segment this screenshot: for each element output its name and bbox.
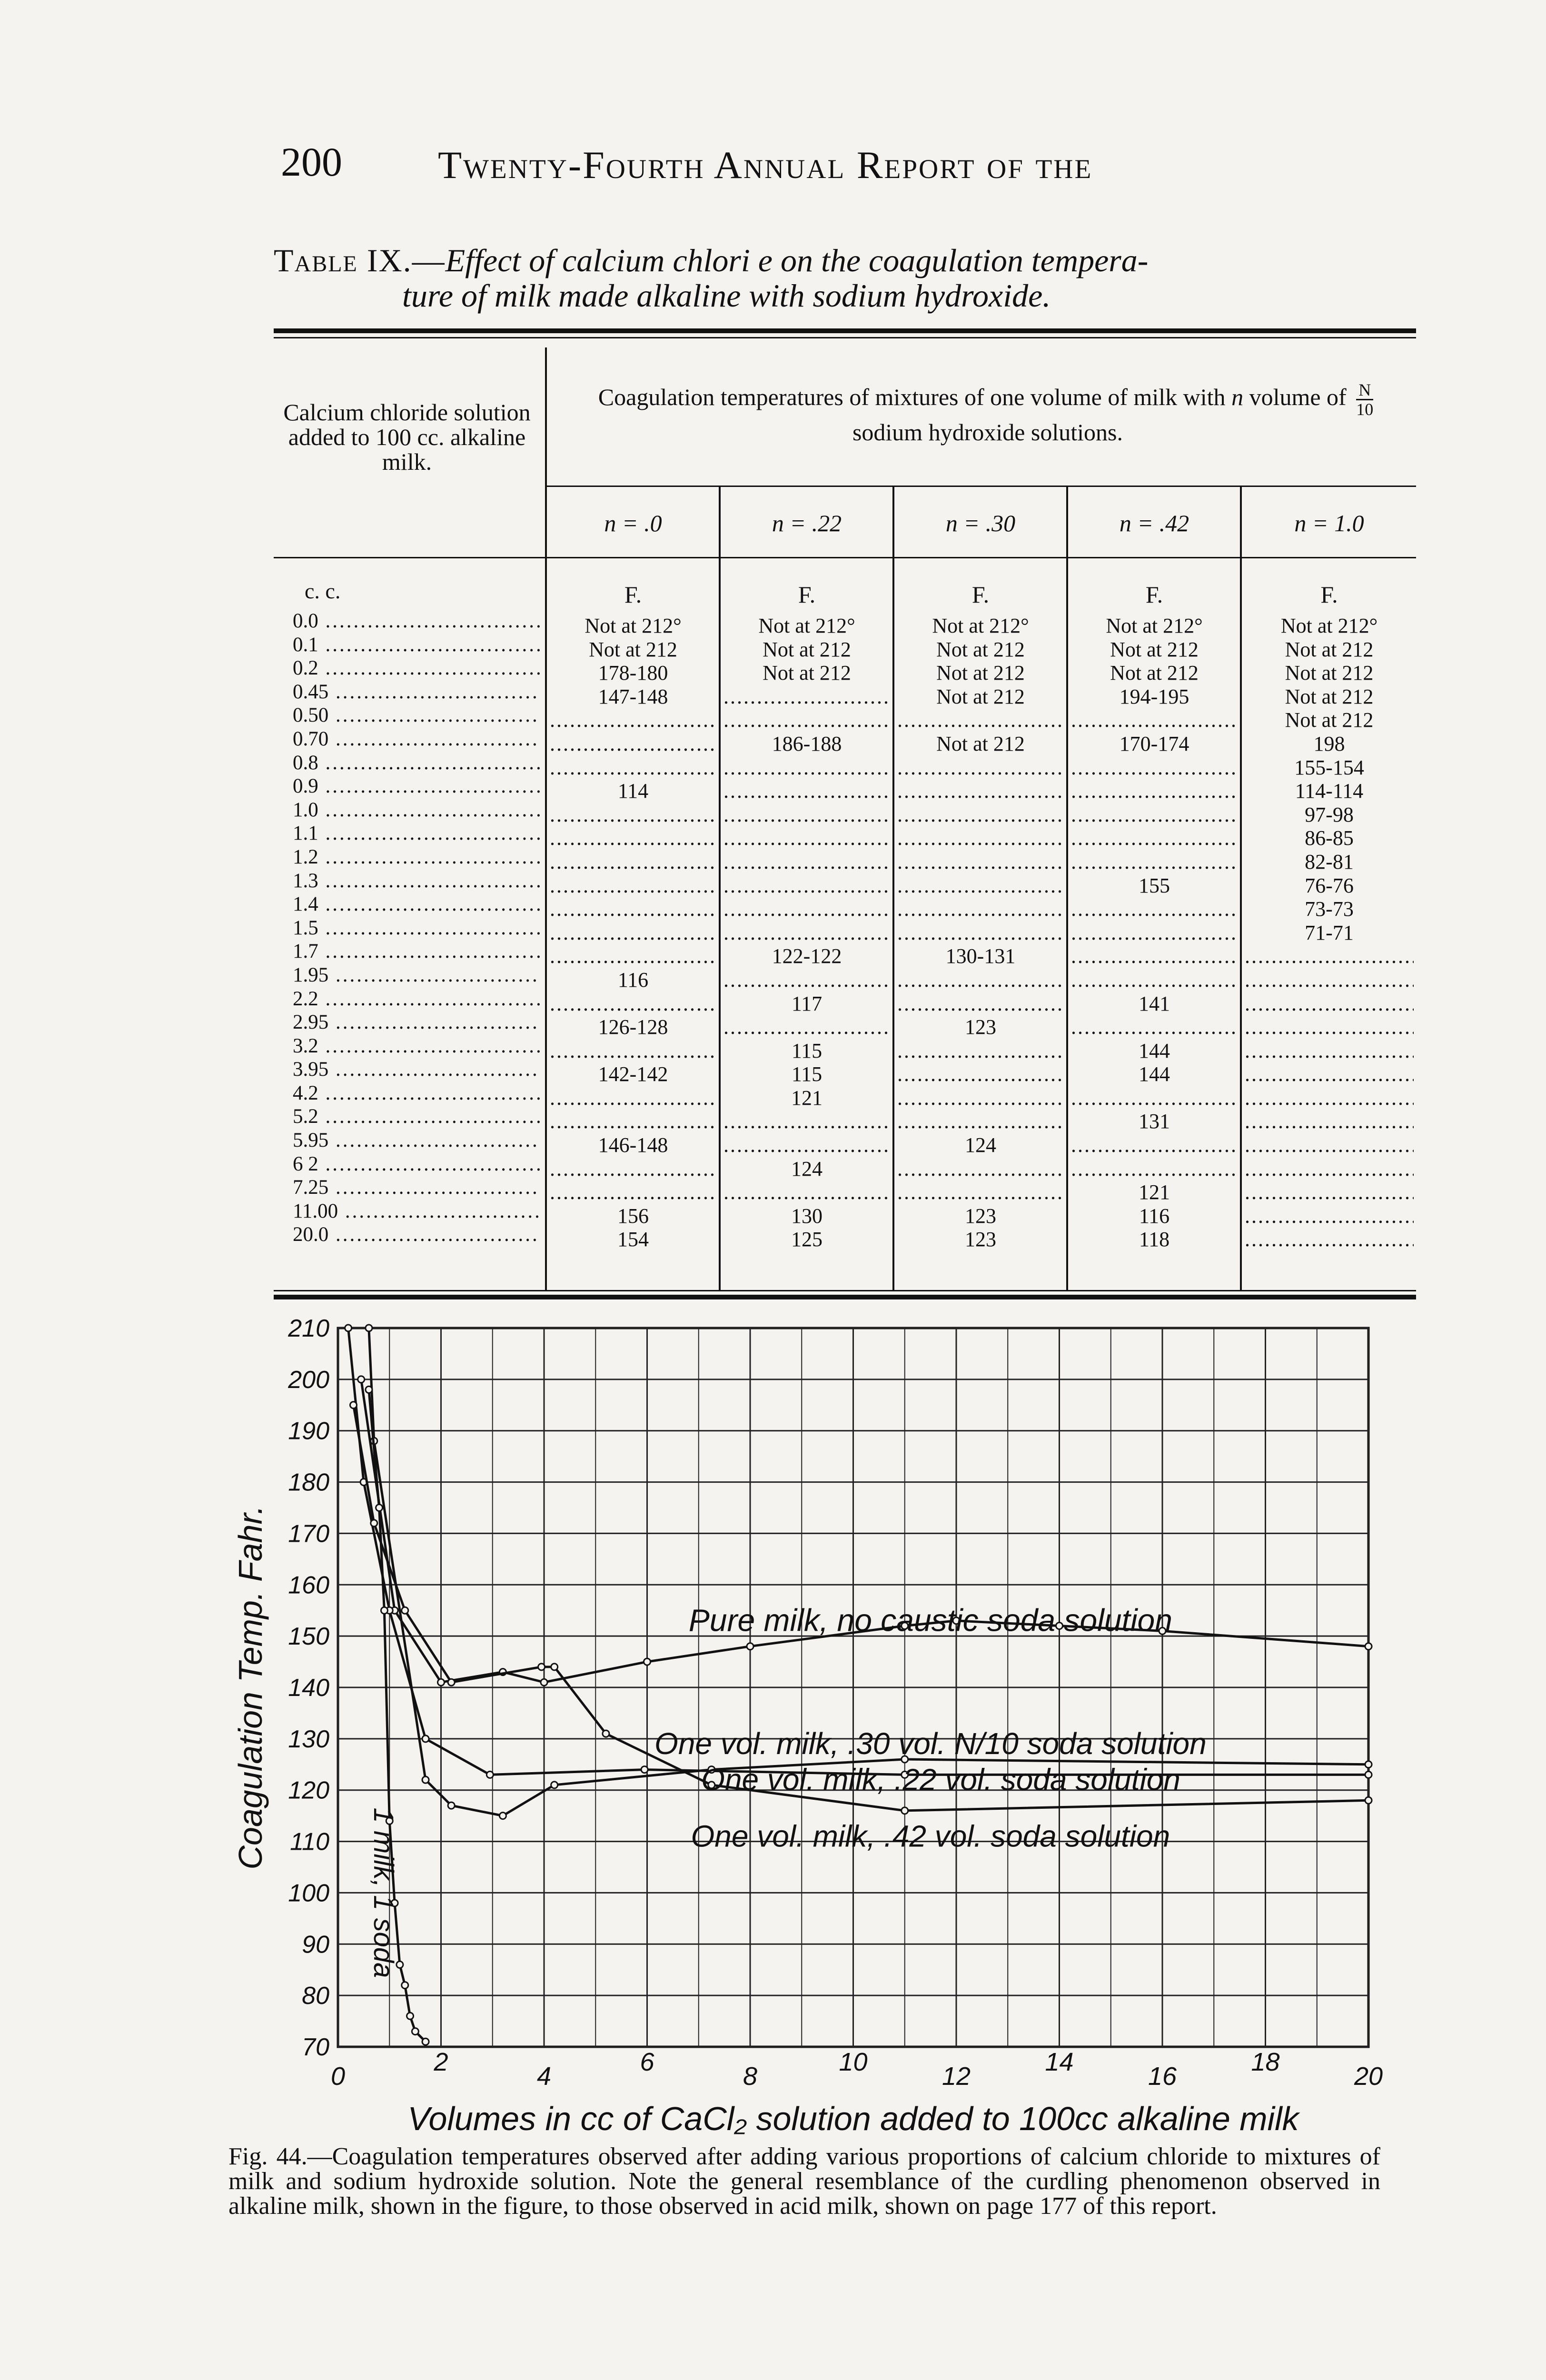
table-cell-empty <box>1071 921 1238 945</box>
table-cell: 125 <box>791 1228 823 1251</box>
table-cell: Not at 212 <box>936 684 1025 708</box>
table-cell: 123 <box>965 1015 996 1039</box>
table-cell-empty <box>723 921 890 945</box>
data-point <box>366 1386 372 1393</box>
table-cell: 116 <box>1139 1204 1170 1228</box>
table-cell: 142-142 <box>598 1062 668 1086</box>
y-tick-label: 200 <box>288 1366 329 1394</box>
normality-fraction <box>1356 381 1373 418</box>
data-point <box>422 2038 429 2045</box>
table-cell-empty <box>1071 944 1238 968</box>
table-cell-empty <box>897 968 1064 992</box>
table-cell-empty <box>723 874 890 898</box>
y-tick-label: 70 <box>302 2033 329 2061</box>
data-point <box>541 1679 547 1686</box>
table-cell-empty <box>723 685 890 709</box>
main-column-header <box>564 381 1411 446</box>
y-tick-label: 160 <box>288 1571 329 1599</box>
data-point <box>551 1782 558 1788</box>
table-cell-empty <box>550 1039 716 1063</box>
table-column <box>1071 614 1238 1251</box>
subheader-rule <box>274 557 1416 558</box>
table-cell: 86-85 <box>1305 826 1354 850</box>
table-cell-empty <box>1245 1062 1414 1086</box>
row-label: 0.2 ..... <box>293 656 540 680</box>
table-cell: Not at 212 <box>1110 661 1199 685</box>
table-cell-empty <box>723 826 890 850</box>
table-cell: 117 <box>791 992 823 1015</box>
y-tick-label: 80 <box>302 1982 329 2010</box>
row-label: 0.70 ..... <box>293 727 540 751</box>
table-cell-empty <box>723 968 890 992</box>
row-label: 1.1 ..... <box>293 822 540 845</box>
table-cell-empty <box>723 1180 890 1204</box>
table-cell: 121 <box>791 1086 823 1110</box>
data-point <box>1365 1761 1372 1768</box>
table-cell: 178-180 <box>598 661 668 685</box>
row-label: 1.2 ..... <box>293 845 540 869</box>
table-cell: 126-128 <box>598 1015 668 1039</box>
y-tick-label: 210 <box>288 1315 329 1342</box>
table-cell: Not at 212 <box>763 637 851 661</box>
table-cell-empty <box>550 1110 716 1133</box>
column-divider <box>545 347 547 1290</box>
table-cell-empty <box>723 850 890 874</box>
row-label: 11.00 ..... <box>293 1200 540 1223</box>
table-cell: Not at 212° <box>758 614 855 637</box>
table-cell-empty <box>1245 1133 1414 1157</box>
x-tick-label: 16 <box>1148 2062 1177 2091</box>
table-cell-empty <box>1071 779 1238 803</box>
data-point <box>412 2028 418 2035</box>
data-point <box>381 1607 387 1614</box>
table-cell: Not at 212 <box>936 661 1025 685</box>
table-cell-empty <box>897 874 1064 898</box>
row-label: 0.0 ..... <box>293 609 540 633</box>
x-tick-label: 2 <box>434 2048 448 2076</box>
data-point <box>376 1505 383 1511</box>
table-cell-empty <box>897 897 1064 921</box>
data-point <box>448 1679 455 1686</box>
data-point <box>1365 1771 1372 1778</box>
row-label: 4.2 ..... <box>293 1081 540 1105</box>
table-cell-empty <box>1245 968 1414 992</box>
row-label: 5.2 ..... <box>293 1105 540 1129</box>
data-table <box>274 328 1416 1304</box>
table-bottom-rule-thick <box>274 1295 1416 1299</box>
table-cell: 115 <box>791 1039 823 1062</box>
data-point <box>371 1520 377 1527</box>
data-point <box>641 1766 648 1773</box>
page-header <box>281 133 1423 205</box>
column-divider <box>1066 486 1068 1290</box>
table-cell-empty <box>897 1180 1064 1204</box>
row-label: 2.2 ..... <box>293 987 540 1011</box>
table-cell-empty <box>897 1062 1064 1086</box>
column-header: n = .30 <box>945 510 1016 536</box>
y-tick-label: 90 <box>302 1931 329 1959</box>
x-tick-label: 10 <box>839 2048 868 2076</box>
x-tick-label: 0 <box>330 2062 346 2091</box>
row-label: 1.5 ..... <box>293 916 540 940</box>
data-point <box>538 1664 545 1670</box>
x-tick-label: 14 <box>1045 2048 1074 2076</box>
table-cell-empty <box>1245 1110 1414 1133</box>
table-cell-empty <box>1071 1133 1238 1157</box>
row-label: 6 2 ..... <box>293 1152 540 1176</box>
table-cell-empty <box>1071 826 1238 850</box>
row-label: 0.8 ..... <box>293 751 540 775</box>
column-header: n = .42 <box>1119 510 1189 536</box>
y-tick-label: 190 <box>288 1417 329 1445</box>
data-point <box>644 1658 651 1665</box>
table-cell: Not at 212 <box>589 637 677 661</box>
table-cell-empty <box>550 921 716 945</box>
column-divider <box>1240 486 1242 1290</box>
table-cell-empty <box>550 897 716 921</box>
table-cell: 122-122 <box>772 944 842 968</box>
data-point <box>366 1325 372 1331</box>
table-cell-empty <box>1245 1039 1414 1063</box>
row-label: 1.0 ..... <box>293 798 540 822</box>
table-cell: 146-148 <box>598 1133 668 1157</box>
table-cell: 114 <box>617 779 649 803</box>
main-header-part1: Coagulation temperatures of mixtures of one volume of milk with <box>598 383 1226 410</box>
data-point <box>499 1813 506 1819</box>
chart-svg <box>224 1314 1423 2137</box>
x-tick-label: 6 <box>640 2048 654 2076</box>
table-cell-empty <box>1245 1228 1414 1251</box>
x-axis-label: Volumes in cc of CaCl₂ solution added to 100cc alkaline milk <box>407 2100 1299 2137</box>
data-point <box>422 1735 429 1742</box>
table-cell-empty <box>1245 1157 1414 1181</box>
running-title: Twenty-Fourth Annual Report of the <box>438 143 1093 187</box>
curve-label: One vol. milk, .22 vol. soda solution <box>701 1762 1180 1797</box>
row-label: 1.95 ..... <box>293 963 540 987</box>
table-cell: 71-71 <box>1305 921 1354 944</box>
first-column-unit: c. c. <box>305 579 341 603</box>
table-cell-empty <box>897 1039 1064 1063</box>
table-cell-empty <box>897 850 1064 874</box>
table-cell: 156 <box>617 1204 649 1228</box>
data-point <box>345 1325 352 1331</box>
table-cell: Not at 212 <box>936 732 1025 755</box>
x-tick-label: 20 <box>1354 2062 1383 2091</box>
main-header-part3: sodium hydroxide solutions. <box>852 419 1123 446</box>
table-cell: 121 <box>1139 1180 1170 1204</box>
table-top-rule-thin <box>274 337 1416 338</box>
fraction-denominator: 10 <box>1356 400 1374 419</box>
data-point <box>438 1679 445 1686</box>
y-tick-label: 110 <box>290 1828 329 1856</box>
table-column <box>897 614 1064 1251</box>
table-cell: 141 <box>1139 992 1170 1015</box>
column-divider <box>719 486 721 1290</box>
y-axis-label: Coagulation Temp. Fahr. <box>232 1505 269 1870</box>
table-title-line-1: Effect of calcium chlori e on the coagulation tempera- <box>445 242 1149 278</box>
column-header: n = .22 <box>772 510 842 536</box>
table-cell-empty <box>897 1110 1064 1133</box>
table-cell-empty <box>723 1133 890 1157</box>
table-cell: 154 <box>617 1228 649 1251</box>
table-cell: 194-195 <box>1119 684 1189 708</box>
table-cell: 97-98 <box>1305 803 1354 826</box>
table-top-rule-thick <box>274 328 1416 333</box>
table-cell: 155 <box>1139 873 1170 897</box>
y-tick-label: 170 <box>288 1520 329 1548</box>
table-cell: Not at 212° <box>585 614 682 637</box>
table-cell-empty <box>897 708 1064 732</box>
row-label: 1.4 ..... <box>293 892 540 916</box>
row-label: 0.50 ..... <box>293 704 540 727</box>
table-cell-empty <box>1245 944 1414 968</box>
column-unit: F. <box>624 581 642 608</box>
table-cell-empty <box>550 944 716 968</box>
table-cell-empty <box>897 992 1064 1016</box>
data-point <box>902 1807 908 1814</box>
data-point <box>1365 1797 1372 1804</box>
table-cell-empty <box>550 1157 716 1181</box>
table-cell-empty <box>1245 992 1414 1016</box>
column-unit: F. <box>1145 581 1163 608</box>
table-cell: 114-114 <box>1295 779 1364 803</box>
table-cell: 155-154 <box>1294 755 1364 779</box>
table-bottom-rule-thin <box>274 1290 1416 1291</box>
row-label: 0.9 ..... <box>293 774 540 798</box>
data-point <box>402 1607 408 1614</box>
data-point <box>747 1643 753 1650</box>
table-cell-empty <box>1071 708 1238 732</box>
data-point <box>422 1776 429 1783</box>
coagulation-chart <box>224 1314 1423 2137</box>
column-unit: F. <box>971 581 990 608</box>
table-cell-empty <box>897 1157 1064 1181</box>
row-label: 5.95 ..... <box>293 1129 540 1152</box>
data-point <box>603 1730 609 1737</box>
table-cell-empty <box>723 779 890 803</box>
column-unit: F. <box>798 581 816 608</box>
table-cell-empty <box>723 897 890 921</box>
first-column-header: Calcium chloride solution added to 100 cc. alkaline milk. <box>283 399 531 475</box>
table-column <box>1245 614 1414 1251</box>
data-point <box>1365 1643 1372 1650</box>
table-cell-empty <box>1245 1204 1414 1228</box>
row-labels <box>293 609 540 1247</box>
series-line <box>348 1328 1368 1775</box>
table-cell-empty <box>550 756 716 780</box>
x-tick-label: 12 <box>941 2062 971 2091</box>
table-column <box>550 614 716 1251</box>
table-cell: 186-188 <box>772 732 842 755</box>
table-cell: Not at 212° <box>1106 614 1203 637</box>
row-label: 1.7 ..... <box>293 940 540 963</box>
data-point <box>350 1402 357 1408</box>
column-divider <box>892 486 894 1290</box>
table-cell-empty <box>1245 1086 1414 1110</box>
table-cell: Not at 212 <box>1285 708 1374 732</box>
row-label: 0.1 ..... <box>293 633 540 657</box>
table-cell-empty <box>1071 850 1238 874</box>
table-caption <box>274 243 1426 313</box>
table-cell-empty <box>723 1015 890 1039</box>
curve-label: One vol. milk, .42 vol. soda solution <box>691 1819 1170 1854</box>
column-header: n = 1.0 <box>1294 510 1364 536</box>
table-cell-empty <box>550 874 716 898</box>
row-label: 3.2 ..... <box>293 1034 540 1058</box>
table-cell: 131 <box>1139 1110 1170 1133</box>
table-cell: Not at 212 <box>936 637 1025 661</box>
column-header: n = .0 <box>604 510 662 536</box>
curve-label: One vol. milk, .30 vol. N/10 soda solution <box>654 1726 1207 1761</box>
table-cell: 116 <box>617 968 649 992</box>
table-cell-empty <box>550 1086 716 1110</box>
table-cell-empty <box>550 826 716 850</box>
column-header-rule <box>545 486 1416 487</box>
table-cell-empty <box>550 850 716 874</box>
table-cell: 144 <box>1139 1062 1170 1086</box>
table-cell: 170-174 <box>1119 732 1189 755</box>
table-cell: Not at 212 <box>1110 637 1199 661</box>
data-point <box>358 1376 365 1383</box>
table-cell: 123 <box>965 1228 996 1251</box>
table-cell-empty <box>1071 968 1238 992</box>
table-cell: 147-148 <box>598 684 668 708</box>
table-cell-empty <box>550 732 716 756</box>
row-label: 3.95 ..... <box>293 1058 540 1081</box>
curve-label: 1 milk, 1 soda <box>367 1807 399 1978</box>
y-tick-label: 100 <box>288 1879 329 1907</box>
table-cell: 124 <box>965 1133 996 1157</box>
table-cell: 144 <box>1139 1039 1170 1062</box>
table-cell: 76-76 <box>1305 873 1354 897</box>
table-cell-empty <box>1245 1180 1414 1204</box>
row-label: 7.25 ..... <box>293 1176 540 1200</box>
row-label: 0.45 ..... <box>293 680 540 704</box>
table-cell-empty <box>1245 1015 1414 1039</box>
table-cell: Not at 212° <box>932 614 1029 637</box>
table-cell-empty <box>550 992 716 1016</box>
table-cell-empty <box>723 708 890 732</box>
x-tick-label: 4 <box>536 2062 552 2091</box>
table-cell-empty <box>897 1086 1064 1110</box>
column-unit: F. <box>1320 581 1338 608</box>
table-cell: 73-73 <box>1305 897 1354 921</box>
table-cell-empty <box>1071 803 1238 827</box>
table-cell: Not at 212° <box>1280 614 1378 637</box>
y-tick-label: 140 <box>288 1674 329 1702</box>
table-cell: Not at 212 <box>1285 637 1374 661</box>
table-cell: 115 <box>791 1062 823 1086</box>
table-cell: 130 <box>791 1204 823 1228</box>
table-cell-empty <box>1071 756 1238 780</box>
table-cell: Not at 212 <box>1285 684 1374 708</box>
table-cell-empty <box>1071 1015 1238 1039</box>
table-cell-empty <box>1071 1157 1238 1181</box>
main-header-part2: volume of <box>1249 383 1347 410</box>
table-cell: 118 <box>1139 1228 1170 1251</box>
table-cell-empty <box>723 756 890 780</box>
main-header-n: n <box>1231 383 1244 410</box>
table-cell-empty <box>897 921 1064 945</box>
table-cell-empty <box>897 826 1064 850</box>
figure-caption: Fig. 44.—Coagulation temperatures observed after adding various proportions of calcium chloride to mixtures of milk and sodium hydroxide solution. Note the general resemblance of the curdling phenomenon observed in alkaline milk, shown in the figure, to those observed in acid milk, shown on page 177 of this report. <box>228 2143 1380 2220</box>
data-point <box>486 1771 493 1778</box>
y-tick-label: 180 <box>288 1468 329 1497</box>
data-point <box>407 2013 414 2019</box>
table-cell: 198 <box>1313 732 1345 755</box>
table-cell-empty <box>1071 897 1238 921</box>
data-point <box>402 1982 408 1989</box>
curve-label: Pure milk, no caustic soda solution <box>688 1602 1172 1638</box>
table-cell-empty <box>723 1110 890 1133</box>
x-tick-label: 18 <box>1251 2048 1280 2076</box>
table-cell-empty <box>550 708 716 732</box>
page-number: 200 <box>281 139 342 185</box>
x-tick-label: 8 <box>743 2062 758 2091</box>
fraction-numerator: N <box>1356 381 1373 400</box>
table-column <box>723 614 890 1251</box>
data-point <box>551 1664 558 1670</box>
data-point <box>448 1802 455 1809</box>
table-title-line-2: ture of milk made alkaline with sodium hydroxide. <box>402 278 1051 314</box>
table-cell: 123 <box>965 1204 996 1228</box>
y-tick-label: 130 <box>288 1725 329 1753</box>
table-cell: Not at 212 <box>763 661 851 685</box>
table-label: Table IX.— <box>274 242 446 278</box>
row-label: 2.95 ..... <box>293 1011 540 1034</box>
table-cell-empty <box>1071 1086 1238 1110</box>
table-cell-empty <box>897 779 1064 803</box>
table-cell-empty <box>897 756 1064 780</box>
table-cell: 130-131 <box>945 944 1016 968</box>
table-cell-empty <box>897 803 1064 827</box>
table-cell: 82-81 <box>1305 850 1354 873</box>
y-tick-label: 150 <box>288 1623 329 1651</box>
row-label: 20.0 ..... <box>293 1223 540 1247</box>
table-cell-empty <box>550 803 716 827</box>
row-label: 1.3 ..... <box>293 869 540 893</box>
table-cell-empty <box>723 803 890 827</box>
table-cell: 124 <box>791 1157 823 1180</box>
table-cell-empty <box>550 1180 716 1204</box>
table-cell: Not at 212 <box>1285 661 1374 685</box>
y-tick-label: 120 <box>288 1776 329 1805</box>
